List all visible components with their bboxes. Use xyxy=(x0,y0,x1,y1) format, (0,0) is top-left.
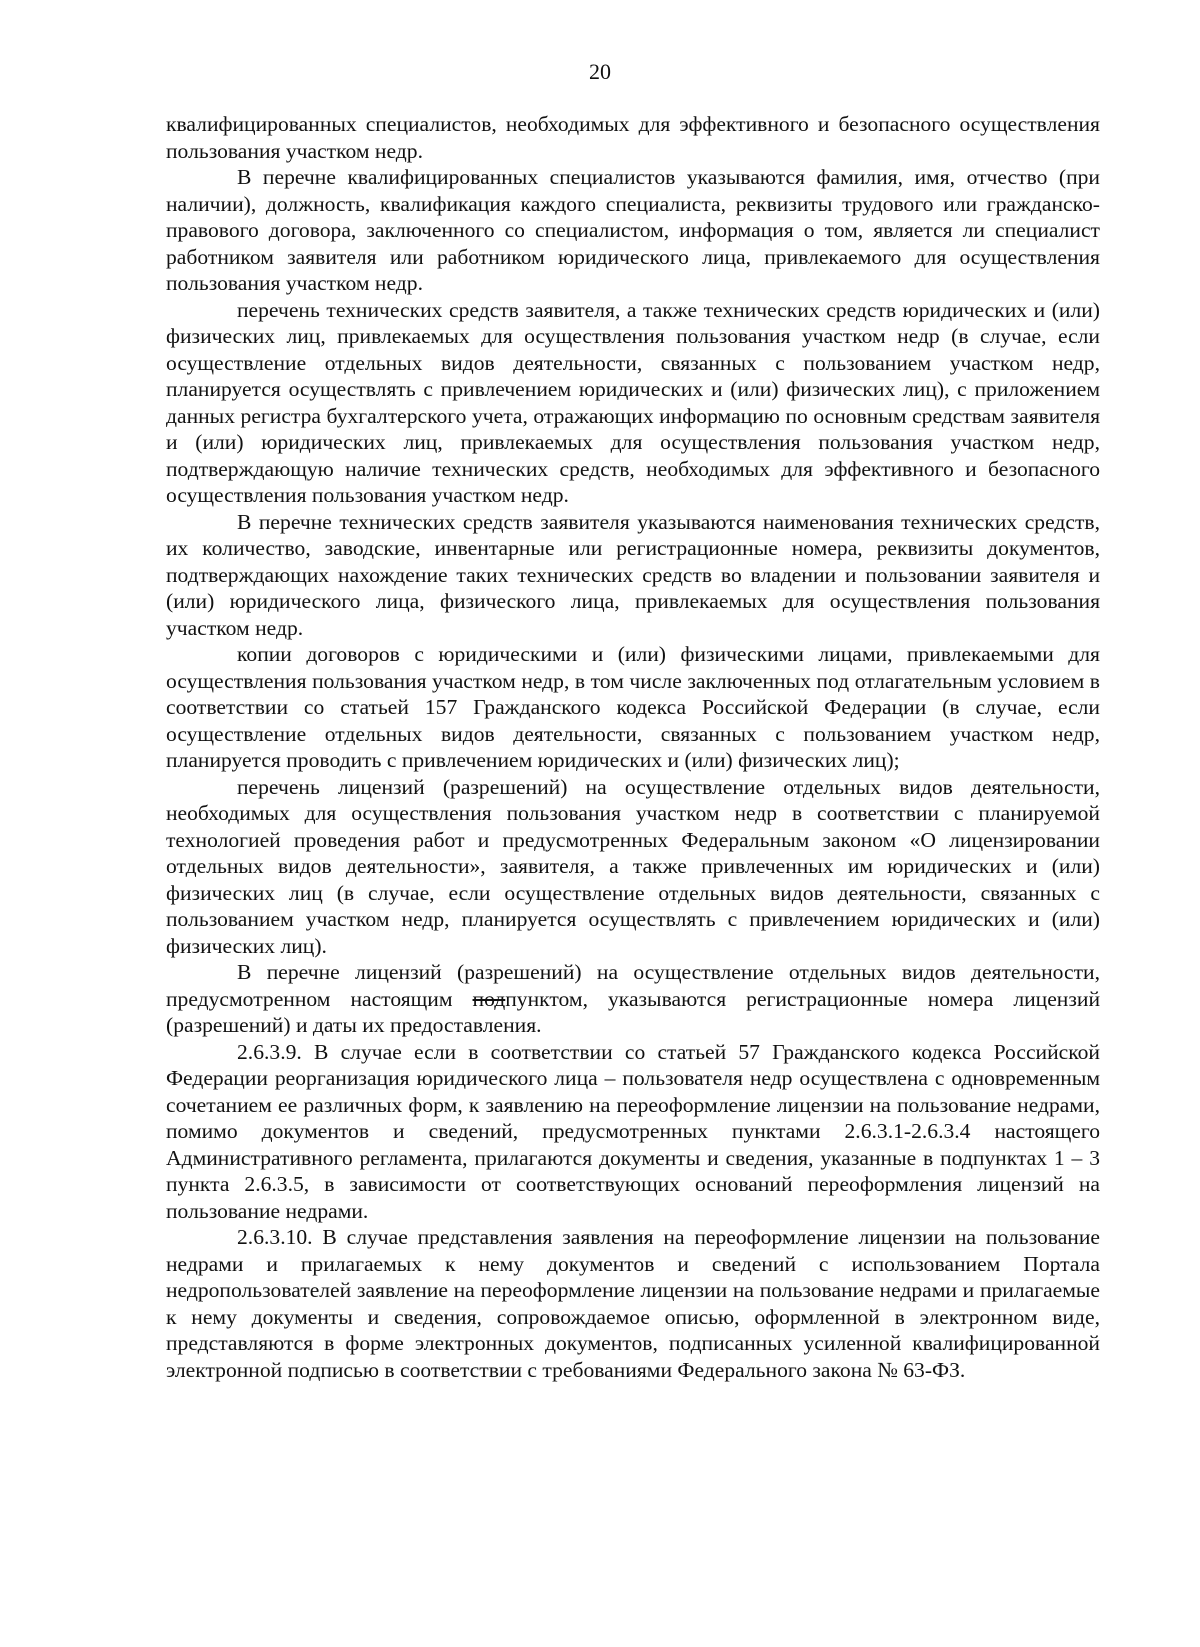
page-number: 20 xyxy=(589,59,611,84)
paragraph-specialists-list: В перечне квалифицированных специалистов указываются фамилия, имя, отчество (при наличии), должность, квалификация каждого специалиста, реквизиты трудового или гражданско-правового договора, заключенного со специалистом, информация о том, является ли специалист работником заявителя или работником юридического лица, привлекаемого для осуществления пользования участком недр. xyxy=(166,165,1100,295)
paragraph-2-6-3-9: 2.6.3.9. В случае если в соответствии со статьей 57 Гражданского кодекса Российской Федерации реорганизация юридического лица – пользователя недр осуществлена с одновременным сочетанием ее различных форм, к заявлению на переоформление лицензии на пользование недрами, помимо документов и сведений, предусмотренных пунктами 2.6.3.1-2.6.3.4 настоящего Административного регламента, прилагаются документы и сведения, указанные в подпунктах 1 – 3 пункта 2.6.3.5, в зависимости от соответствующих оснований переоформления лицензий на пользование недрами. xyxy=(166,1039,1100,1223)
paragraph-licenses-list-end: пунктом, указываются регистрационные номера лицензий (разрешений) и даты их предоставления. xyxy=(166,986,1100,1037)
paragraph-licenses-list xyxy=(166,959,1100,1039)
paragraph-specialists-continuation: квалифицированных специалистов, необходимых для эффективного и безопасного осуществления пользования участком недр. xyxy=(166,112,1100,163)
paragraph-contract-copies: копии договоров с юридическими и (или) физическими лицами, привлекаемыми для осуществления пользования участком недр, в том числе заключенных под отлагательным условием в соответствии со статьей 157 Гражданского кодекса Российской Федерации (в случае, если осуществление отдельных видов деятельности, связанных с пользованием участком недр, планируется проводить с привлечением юридических и (или) физических лиц); xyxy=(166,642,1100,772)
paragraph-licenses-list-start: В перечне лицензий (разрешений) на осуществление отдельных видов деятельности, предусмотренном настоящим xyxy=(166,960,1100,1011)
struck-text: под xyxy=(472,986,506,1011)
paragraph-technical-means-list: В перечне технических средств заявителя указываются наименования технических средств, их количество, заводские, инвентарные или регистрационные номера, реквизиты документов, подтверждающих нахождение таких технических средств во владении и пользовании заявителя и (или) юридического лица, физического лица, привлекаемых для осуществления пользования участком недр. xyxy=(166,509,1100,640)
paragraph-technical-means: перечень технических средств заявителя, а также технических средств юридических и (или) физических лиц, привлекаемых для осуществления пользования участком недр (в случае, если осуществление отдельных видов деятельности, связанных с пользованием участком недр, планируется осуществлять с привлечением юридических и (или) физических лиц), с приложением данных регистра бухгалтерского учета, отражающих информацию по основным средствам заявителя и (или) юридических лиц, привлекаемых для осуществления пользования участком недр, подтверждающую наличие технических средств, необходимых для эффективного и безопасного осуществления пользования участком недр. xyxy=(166,297,1100,507)
paragraph-2-6-3-10: 2.6.3.10. В случае представления заявления на переоформление лицензии на пользование недрами и прилагаемых к нему документов и сведений с использованием Портала недропользователей заявление на переоформление лицензии на пользование недрами и прилагаемые к нему документы и сведения, сопровождаемое описью, оформленной в электронном виде, представляются в форме электронных документов, подписанных усиленной квалифицированной электронной подписью в соответствии с требованиями Федерального закона № 63-ФЗ. xyxy=(166,1225,1100,1382)
document-body xyxy=(166,111,1100,1383)
paragraph-licenses: перечень лицензий (разрешений) на осуществление отдельных видов деятельности, необходимых для осуществления пользования участком недр в соответствии с планируемой технологией проведения работ и предусмотренных Федеральным законом «О лицензировании отдельных видов деятельности», заявителя, а также привлеченных им юридических и (или) физических лиц (в случае, если осуществление отдельных видов деятельности, связанных с пользованием участком недр, планируется осуществлять с привлечением юридических и (или) физических лиц). xyxy=(166,774,1100,958)
